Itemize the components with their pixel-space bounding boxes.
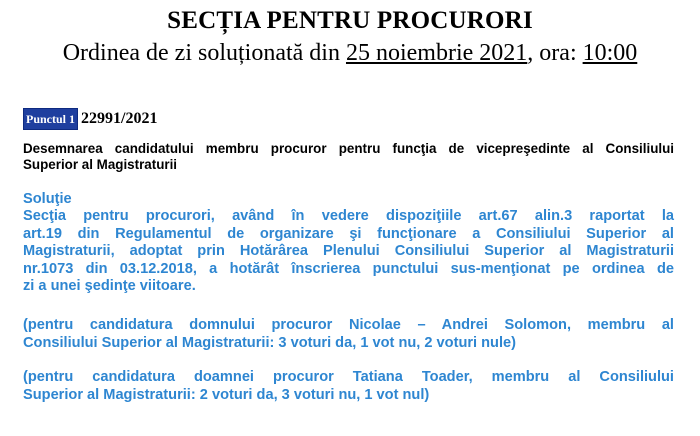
vote1-line: (pentru candidatura domnului procuror Nicolae – Andrei Solomon, membru al	[23, 317, 674, 333]
agenda-subtitle	[0, 38, 700, 68]
solution-label	[23, 191, 674, 209]
item-number: 22991/2021	[81, 110, 158, 127]
subject-line: Desemnarea candidatului membru procuror pentru funcţia de vicepreşedinte al Consiliului	[23, 141, 674, 156]
solution-line: Magistraturii, adoptat prin Hotărârea Plenului Consiliului Superior al Magistraturii	[23, 243, 674, 259]
meeting-time: 10:00	[582, 40, 638, 66]
solution-line: Secţia pentru procurori, având în vedere dispoziţiile art.67 alin.3 raportat la	[23, 208, 674, 224]
vote1-line: Consiliului Superior al Magistraturii: 3 voturi da, 1 vot nu, 2 voturi nule)	[23, 334, 517, 351]
solution-line: art.19 din Regulamentul de organizare şi funcţionare a Consiliului Superior al	[23, 225, 674, 242]
agenda-item-header	[23, 108, 157, 130]
subject-line: Superior al Magistraturii	[23, 157, 178, 172]
section-title: SECȚIA PENTRU PROCURORI	[167, 7, 533, 34]
item-label-badge: Punctul 1	[23, 108, 78, 130]
item-subject	[23, 141, 674, 173]
subtitle-prefix: Ordinea de zi soluționată din	[62, 40, 346, 66]
vote-result-1	[23, 317, 674, 352]
vote2-line: Superior al Magistraturii: 2 voturi da, 3 voturi nu, 1 vot nul)	[23, 386, 430, 403]
subtitle-middle: , ora:	[527, 40, 583, 66]
solution-line: zi a unei şedinţe viitoare.	[23, 278, 196, 294]
solution-label-text: Soluţie	[23, 191, 72, 207]
vote-result-2	[23, 369, 674, 404]
solution-body	[23, 208, 674, 296]
vote2-line: (pentru candidatura doamnei procuror Tatiana Toader, membru al Consiliului	[23, 369, 674, 385]
solution-line: nr.1073 din 03.12.2018, a hotărât înscrierea punctului sus-menţionat pe ordinea de	[23, 260, 674, 277]
meeting-date: 25 noiembrie 2021	[345, 40, 528, 66]
